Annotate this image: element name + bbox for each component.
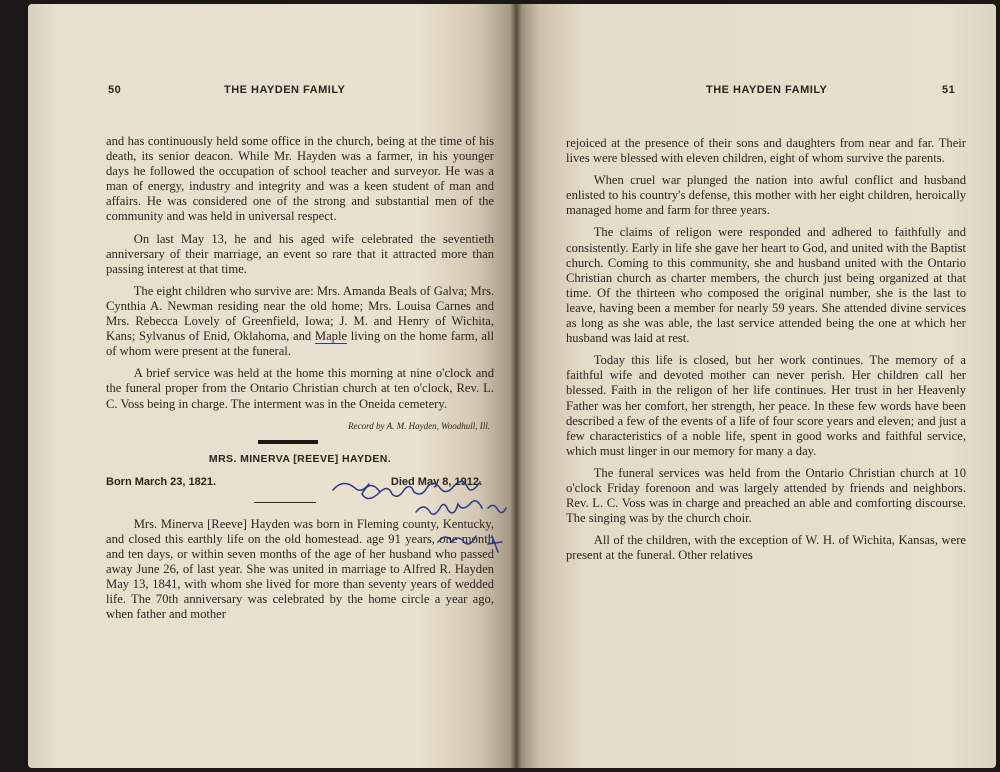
paragraph: A brief service was held at the home this morning at nine o'clock and the funeral proper from the Ontario Christian church at ten o'clock, Rev. L. C. Voss being in charge. The interment was in the Oneida cemetery. — [106, 366, 494, 411]
born-date: Born March 23, 1821. — [106, 475, 217, 488]
obituary-title: MRS. MINERVA [REEVE] HAYDEN. — [208, 452, 392, 465]
underlined-name: Maple — [314, 329, 348, 344]
obituary-paragraph: Mrs. Minerva [Reeve] Hayden was born in Fleming county, Kentucky, and closed this earthly life on the old homestead. age 91 years, one month and ten days, or within seven months of the age of her husband who passed away June 26, of last year. She was united in marriage to Alfred R. Hayden May 13, 1841, with whom she lived for more than seventy years of wedded life. The 70th anniversary was celebrated by the home circle a year ago, when father and mother — [106, 516, 494, 622]
open-book — [28, 4, 996, 768]
paragraph: On last May 13, he and his aged wife celebrated the seventieth anniversary of their marriage, an event so rare that it attracted more than passing interest at that time. — [106, 231, 494, 276]
paragraph: All of the children, with the exception of W. H. of Wichita, Kansas, were present at the funeral. Other relatives — [566, 533, 966, 563]
right-page — [516, 4, 996, 768]
died-date: Died May 8, 1912. — [390, 475, 482, 488]
children-paragraph: The eight children who survive are: Mrs. Amanda Beals of Galva; Mrs. Cynthia A. Newman residing near the old home; Mrs. Louisa Carnes and Mrs. Rebecca Lovely of Greenfield, Iowa; J. M. and Henry of Wichita, Kans; Sylvanus of Enid, Oklahoma, and Maple living on the home farm, all of whom were present at the funeral. — [106, 283, 495, 359]
handwritten-annotation — [328, 470, 516, 560]
book-gutter — [510, 4, 522, 768]
right-page-text — [566, 136, 966, 570]
right-running-header: THE HAYDEN FAMILY — [706, 84, 828, 96]
record-note: Record by A. M. Hayden, Woodhull, Ill. — [348, 420, 490, 431]
left-page-number: 50 — [108, 84, 122, 96]
divider-rule — [254, 502, 316, 503]
paragraph: The funeral services was held from the Ontario Christian church at 10 o'clock Friday forenoon and was largely attended by friends and neighbors. Rev. L. C. Voss was in charge and preached an able and comforting discourse. The singing was by the church choir. — [566, 465, 966, 526]
left-page — [28, 4, 516, 768]
paragraph: The claims of religon were responded and adhered to faithfully and consistently. Early in life she gave her heart to God, and united with the Baptist church. Coming to this community, she and husband united with the Ontario Christian church as charter members, the church just being organized at that time. Of the thirteen who composed the original number, she is the last to leave, having been a member for nearly 59 years. She attended divine services as long as she was able, the last service attended being the one at which her husband was laid at rest. — [566, 225, 966, 346]
left-running-header: THE HAYDEN FAMILY — [224, 84, 346, 96]
right-page-number: 51 — [942, 84, 956, 96]
paragraph: and has continuously held some office in the church, being at the time of his death, its senior deacon. While Mr. Hayden was a farmer, in his younger days he followed the occupation of school teacher and surveyor. He was a man of energy, industry and integrity and was a keen student of man and affairs. He was considered one of the strong and substantial men of the community and was held in universal respect. — [106, 134, 494, 224]
paragraph: When cruel war plunged the nation into awful conflict and husband enlisted to his country's defense, this mother with her eight children, heroically managed home and farm for three years. — [566, 173, 966, 218]
section-divider — [258, 440, 318, 444]
paragraph: rejoiced at the presence of their sons and daughters from near and far. Their lives were blessed with eleven children, eight of whom survive the parents. — [566, 136, 966, 166]
paragraph: Today this life is closed, but her work continues. The memory of a faithful wife and devoted mother can never perish. Her children call her blessed. Faith in the religon of her life continues. Her trust in her Heavenly Father was her comfort, her strength, her peace. In these few words have been described a few of the events of a life of four score years and eleven; and just a few characteristics of a noble life, spent in good works and faithful service, which must linger in our memory for many a day. — [566, 353, 966, 458]
